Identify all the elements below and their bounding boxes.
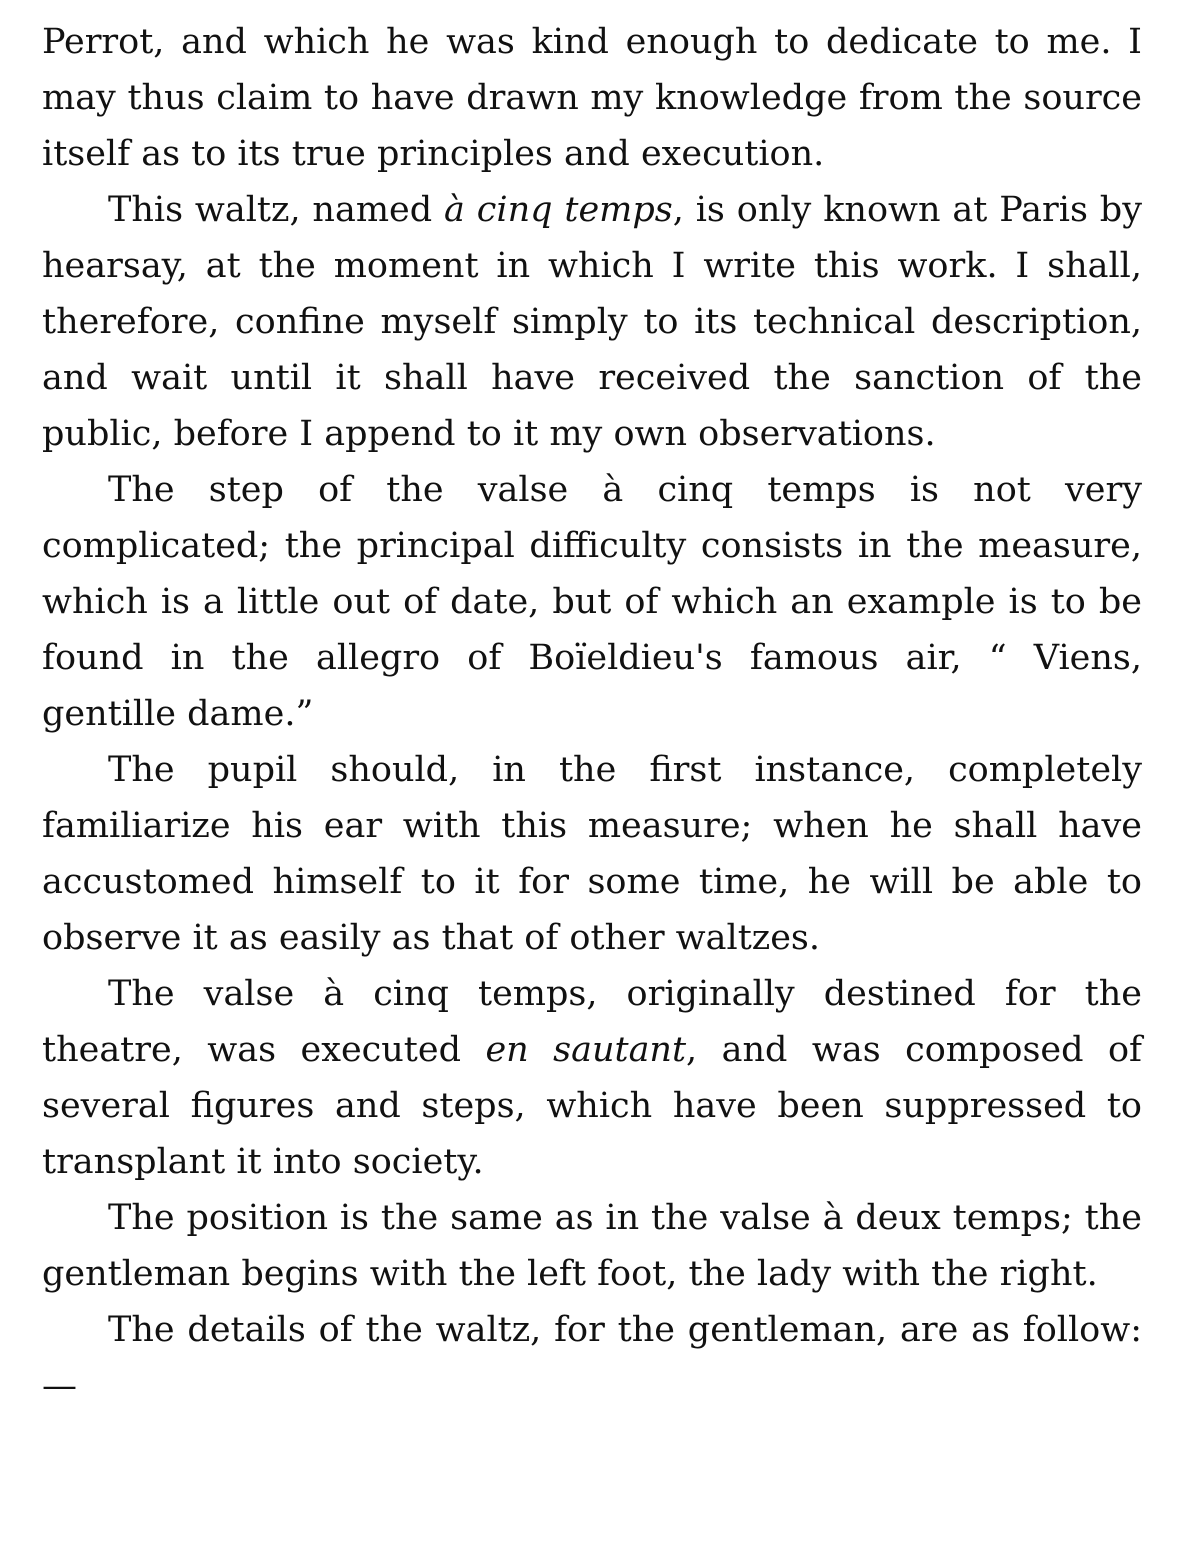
paragraph-text: , and was composed of several figures and steps, which have been suppressed to transplant it into society.	[42, 1030, 1142, 1182]
italic-phrase: à cinq temps	[444, 190, 673, 230]
italic-phrase: en sautant	[485, 1030, 687, 1070]
paragraph-text: The step of the valse à cinq temps is not very complicated; the principal difficulty consists in the measure, which is a little out of date, but of which an example is to be found in the allegro of Boïeldieu's famous air, “ Viens, gentille dame.”	[42, 470, 1142, 734]
paragraph-text: Perrot, and which he was kind enough to dedicate to me. I may thus claim to have drawn my knowledge from the source itself as to its true principles and execution.	[42, 22, 1142, 174]
paragraph-text: The details of the waltz, for the gentleman, are as follow:—	[42, 1310, 1142, 1406]
paragraph-position	[42, 1190, 1142, 1302]
paragraph-text: The pupil should, in the first instance, completely familiarize his ear with this measure; when he shall have accustomed himself to it for some time, he will be able to observe it as easily as that of other waltzes.	[42, 750, 1142, 958]
paragraph-details-intro	[42, 1302, 1142, 1414]
paragraph-text: , is only known at Paris by hearsay, at the moment in which I write this work. I shall, therefore, confine myself simply to its technical description, and wait until it shall have received the sanction of the public, before I append to it my own observations.	[42, 190, 1142, 454]
paragraph-text: This waltz, named	[108, 190, 445, 230]
paragraph-text: The valse à cinq temps, originally destined for the theatre, was executed	[42, 974, 1142, 1070]
paragraph-step-description	[42, 462, 1142, 742]
paragraph-theatre-origin	[42, 966, 1142, 1190]
paragraph-continuation	[42, 14, 1142, 182]
paragraph-cinq-temps-intro	[42, 182, 1142, 462]
paragraph-pupil-instruction	[42, 742, 1142, 966]
book-page	[42, 14, 1142, 1414]
paragraph-text: The position is the same as in the valse à deux temps; the gentleman begins with the left foot, the lady with the right.	[42, 1198, 1142, 1294]
